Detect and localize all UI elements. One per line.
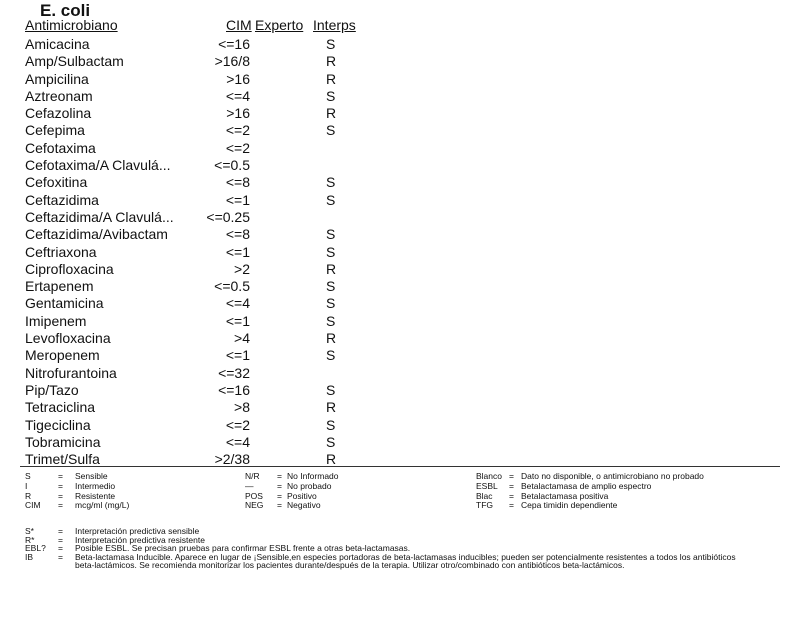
antimicrobial-name: Aztreonam: [25, 87, 93, 104]
interp-value: S: [326, 36, 336, 52]
legend-equals: =: [58, 480, 63, 491]
legend-abbr: S: [25, 471, 31, 481]
interp-value: S: [326, 433, 336, 450]
antimicrobial-name: Pip/Tazo: [25, 381, 79, 398]
header-cim: CIM: [226, 17, 252, 33]
legend-column-2: [245, 472, 339, 511]
note-equals: =: [58, 526, 63, 536]
table-row: [0, 140, 805, 157]
antimicrobial-name: Tigeciclina: [25, 416, 91, 433]
interp-value: R: [326, 260, 337, 277]
cim-value: <=0.5: [214, 157, 250, 174]
legend-abbr: TFG: [476, 500, 493, 511]
interp-value: S: [326, 191, 336, 208]
antimicrobial-name: Ampicilina: [25, 70, 89, 87]
table-row: [0, 313, 805, 330]
table-row: [0, 36, 805, 53]
note-equals: =: [58, 551, 63, 562]
legend-abbr: —: [245, 480, 254, 491]
table-row: [0, 399, 805, 416]
cim-value: <=1: [225, 312, 250, 329]
legend-divider: [20, 466, 780, 467]
cim-value: <=2: [225, 122, 250, 139]
antimicrobial-name: Amicacina: [25, 36, 90, 52]
interp-value: R: [326, 105, 337, 122]
interp-value: S: [326, 295, 336, 312]
cim-value: <=16: [218, 36, 250, 52]
header-interp: Interps: [313, 17, 356, 33]
table-row: [0, 88, 805, 105]
antimicrobial-name: Cefoxitina: [25, 174, 88, 191]
note-equals: =: [58, 534, 63, 545]
table-row: [0, 295, 805, 312]
table-row: [0, 244, 805, 261]
legend-text: Positivo: [287, 490, 317, 501]
interp-value: S: [326, 416, 336, 433]
antimicrobial-name: Levofloxacina: [25, 330, 111, 347]
cim-value: >16: [226, 105, 250, 122]
note-text: Beta-lactamasa Inducible. Aparece en lugar de ¡Sensible,en especies portadoras de beta-lactamasas inducibles; pueden ser potencialmente resistentes a todos los antibióticos: [75, 551, 736, 562]
legend-text: mcg/ml (mg/L): [75, 500, 130, 511]
note-text: Posible ESBL. Se precisan pruebas para confirmar ESBL frente a otras beta-lactamasas.: [75, 543, 411, 554]
antimicrobial-name: Cefepima: [25, 122, 85, 139]
header-antimicrobial: Antimicrobiano: [25, 17, 118, 33]
interp-value: S: [326, 312, 336, 329]
legend-text: No Informado: [287, 471, 339, 481]
legend-column-1: [25, 472, 129, 511]
legend-abbr: R: [25, 490, 32, 501]
legend-abbr: POS: [245, 490, 263, 501]
table-row: [0, 71, 805, 88]
cim-value: <=8: [225, 174, 250, 191]
legend-entry: [476, 501, 704, 511]
organism-title: E. coli: [40, 1, 91, 20]
cim-value: >2/38: [214, 451, 250, 468]
antimicrobial-table: [0, 36, 805, 468]
table-row: [0, 330, 805, 347]
legend-abbr: Blac: [476, 490, 493, 501]
note-abbr: S*: [25, 526, 34, 536]
antimicrobial-name: Trimet/Sulfa: [25, 451, 100, 468]
antimicrobial-name: Meropenem: [25, 347, 100, 364]
antimicrobial-name: Ceftazidima: [25, 191, 99, 208]
cim-value: <=8: [225, 226, 250, 243]
interp-value: S: [326, 278, 336, 295]
antimicrobial-name: Ceftazidima/Avibactam: [25, 226, 168, 243]
interp-value: R: [326, 330, 337, 347]
antimicrobial-name: Gentamicina: [25, 295, 104, 312]
note-abbr: IB: [25, 551, 34, 562]
cim-value: <=2: [225, 416, 250, 433]
legend-equals: =: [509, 471, 514, 481]
cim-value: >16: [226, 70, 250, 87]
legend-entry: [25, 501, 129, 511]
table-row: [0, 278, 805, 295]
note-text: Interpretación predictiva resistente: [75, 534, 205, 545]
legend-notes: [25, 527, 736, 570]
table-row: [0, 347, 805, 364]
cim-value: <=1: [225, 347, 250, 364]
legend-abbr: I: [25, 480, 28, 491]
antimicrobial-name: Nitrofurantoina: [25, 364, 117, 381]
legend-text: Sensible: [75, 471, 108, 481]
note-equals: =: [58, 543, 63, 554]
cim-value: <=4: [225, 433, 250, 450]
legend-equals: =: [509, 500, 514, 511]
legend-equals: =: [509, 480, 514, 491]
cim-value: <=1: [225, 243, 250, 260]
note-abbr: EBL?: [25, 543, 46, 554]
interp-value: R: [326, 53, 337, 70]
legend-text: Dato no disponible, o antimicrobiano no probado: [521, 471, 704, 481]
legend-equals: =: [277, 500, 282, 511]
antimicrobial-name: Cefazolina: [25, 105, 92, 122]
table-row: [0, 174, 805, 191]
cim-value: <=32: [218, 364, 250, 381]
table-row: [0, 53, 805, 70]
legend-text: Betalactamasa de amplio espectro: [521, 480, 652, 491]
cim-value: <=4: [225, 87, 250, 104]
interp-value: S: [326, 174, 336, 191]
legend-abbr: N/R: [245, 471, 260, 481]
cim-value: <=4: [225, 295, 250, 312]
interp-value: S: [326, 243, 336, 260]
table-row: [0, 434, 805, 451]
antimicrobial-name: Tobramicina: [25, 433, 101, 450]
legend-abbr: ESBL: [476, 480, 498, 491]
interp-value: R: [326, 451, 337, 468]
legend-entry: [245, 501, 339, 511]
cim-value: >2: [234, 260, 250, 277]
antimicrobial-name: Imipenem: [25, 312, 87, 329]
table-row: [0, 365, 805, 382]
antimicrobial-name: Ciprofloxacina: [25, 260, 114, 277]
table-row: [0, 261, 805, 278]
antimicrobial-name: Tetraciclina: [25, 399, 96, 416]
cim-value: <=2: [225, 139, 250, 156]
table-row: [0, 417, 805, 434]
antimicrobial-name: Cefotaxima/A Clavulá...: [25, 157, 171, 174]
antimicrobial-name: Amp/Sulbactam: [25, 53, 124, 70]
legend-abbr: Blanco: [476, 471, 502, 481]
legend-equals: =: [277, 480, 282, 491]
legend-equals: =: [277, 471, 282, 481]
table-row: [0, 209, 805, 226]
legend-equals: =: [509, 490, 514, 501]
legend-text: Intermedio: [75, 480, 116, 491]
legend-text: Cepa timidin dependiente: [521, 500, 618, 511]
antimicrobial-name: Ceftazidima/A Clavulá...: [25, 208, 174, 225]
interp-value: S: [326, 87, 336, 104]
cim-value: <=0.25: [206, 208, 250, 225]
legend-text: No probado: [287, 480, 332, 491]
note-text: Interpretación predictiva sensible: [75, 526, 200, 536]
legend-text: Betalactamasa positiva: [521, 490, 609, 501]
legend-equals: =: [58, 490, 63, 501]
interp-value: S: [326, 347, 336, 364]
table-row: [0, 105, 805, 122]
note-continuation: beta-lactámicos. Se recomienda monitorizar los pacientes durante/después de la terapia. Utilizar otro/combinado con antibióticos beta-lactámicos.: [75, 560, 625, 571]
cim-value: >16/8: [214, 53, 250, 70]
table-row: [0, 226, 805, 243]
cim-value: <=16: [218, 381, 250, 398]
legend-abbr: NEG: [245, 500, 264, 511]
cim-value: <=0.5: [214, 278, 250, 295]
interp-value: S: [326, 226, 336, 243]
interp-value: R: [326, 399, 337, 416]
legend-equals: =: [58, 500, 63, 511]
table-row: [0, 157, 805, 174]
interp-value: S: [326, 381, 336, 398]
legend-abbr: CIM: [25, 500, 41, 511]
table-row: [0, 192, 805, 209]
legend-equals: =: [58, 471, 63, 481]
legend-column-3: [476, 472, 704, 511]
cim-value: <=1: [225, 191, 250, 208]
antimicrobial-name: Ertapenem: [25, 278, 94, 295]
antimicrobial-name: Ceftriaxona: [25, 243, 97, 260]
note-abbr: R*: [25, 534, 35, 545]
header-expert: Experto: [255, 17, 304, 33]
legend-equals: =: [277, 490, 282, 501]
antimicrobial-name: Cefotaxima: [25, 139, 96, 156]
interp-value: S: [326, 122, 336, 139]
legend-text: Resistente: [75, 490, 116, 501]
cim-value: >8: [234, 399, 250, 416]
table-row: [0, 122, 805, 139]
interp-value: R: [326, 70, 337, 87]
legend-text: Negativo: [287, 500, 321, 511]
table-row: [0, 382, 805, 399]
cim-value: >4: [234, 330, 250, 347]
